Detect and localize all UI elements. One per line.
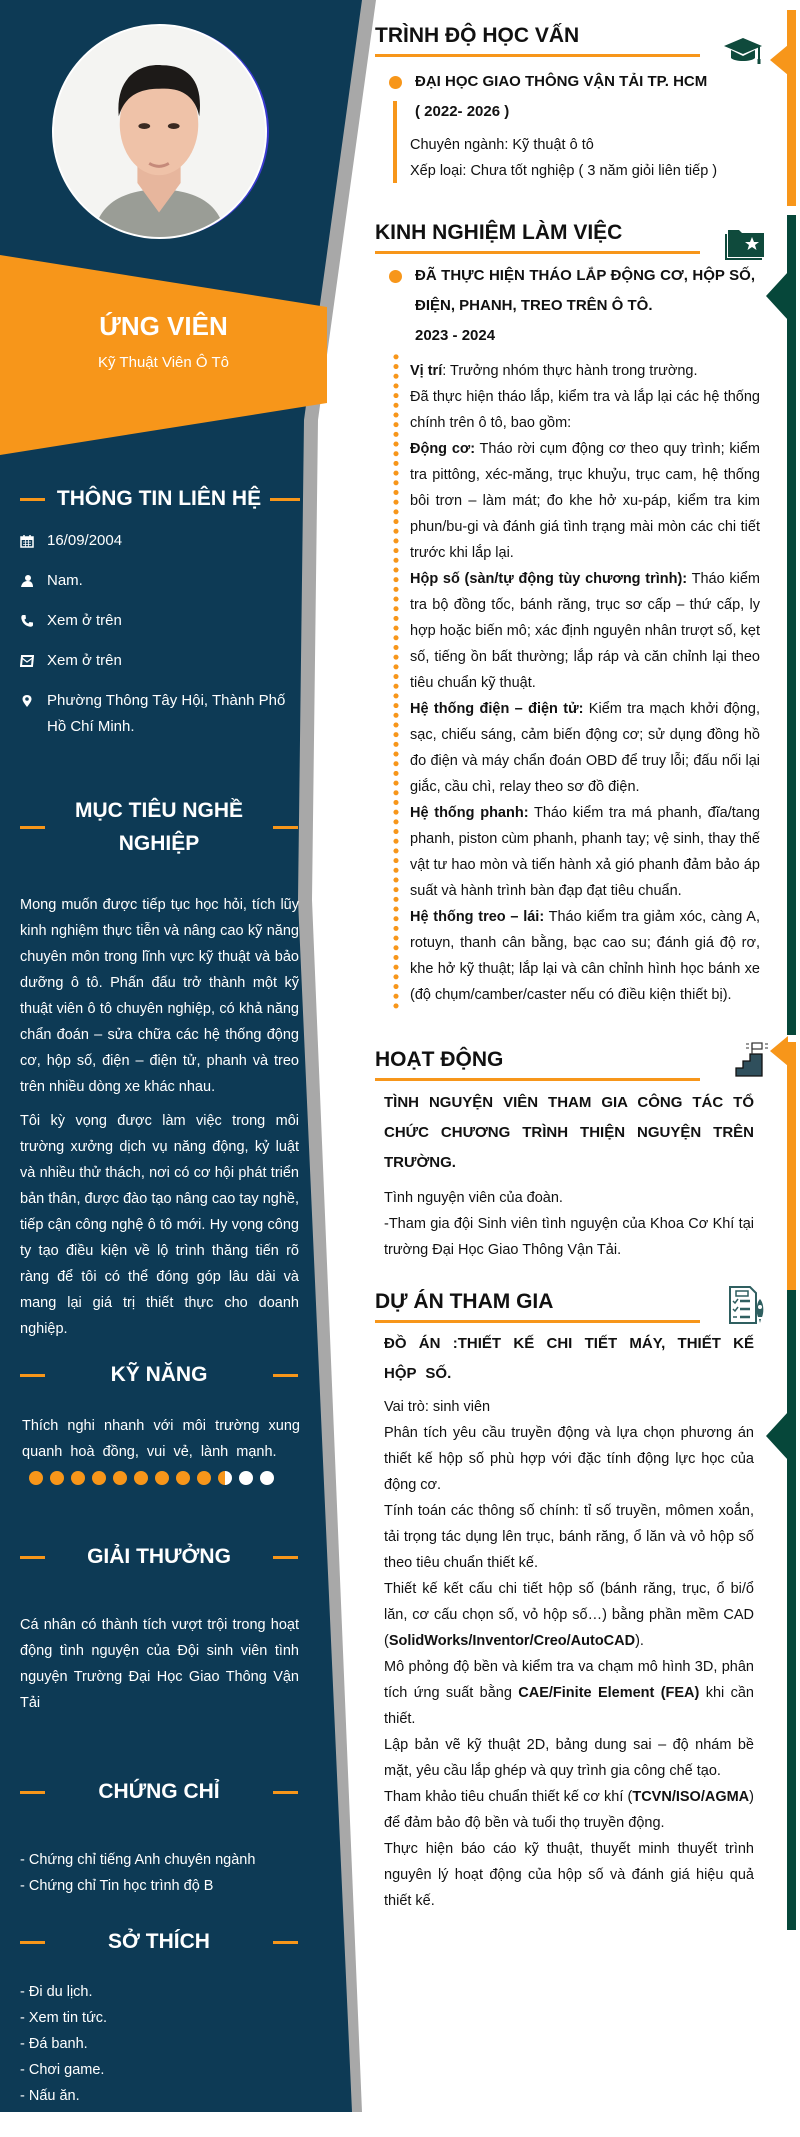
heading-dash bbox=[273, 1941, 298, 1944]
project-body: Vai trò: sinh viên Phân tích yêu cầu truyền động và lựa chọn phương án thiết kế hộp số phù hợp với đặc tính động lực học của động cơ. Tính toán các thông số chính: tỉ số truyền, mômen xoắn, tải trọng tác dụng lên trục, bánh răng, ổ lăn và vỏ hộp số theo tiêu chuẩn thiết kế. Thiết kế kết cấu chi tiết hộp số (bánh răng, trục, ổ bi/ổ lăn, cơ cấu chọn số, vỏ hộp số…) bằng phần mềm CAD (SolidWorks/Inventor/Creo/AutoCAD). Mô phỏng độ bền và kiểm tra va chạm mô hình 3D, phân tích ứng suất bằng CAE/Finite Element (FEA) khi cần thiết. Lập bản vẽ kỹ thuật 2D, bảng dung sai – độ nhám bề mặt, yêu cầu lắp ghép và quy trình gia công chế tạo. Tham khảo tiêu chuẩn thiết kế cơ khí (TCVN/ISO/AGMA) để đảm bảo độ bền và tuổi thọ truyền động. Thực hiện báo cáo kỹ thuật, thuyết minh thuyết trình nguyên lý hoạt động của hộp số và đánh giá hiệu quả thiết kế. bbox=[384, 1394, 754, 1914]
heading-dash bbox=[20, 1941, 45, 1944]
skills-heading bbox=[20, 1358, 298, 1391]
candidate-role: Kỹ Thuật Viên Ô Tô bbox=[98, 354, 229, 371]
awards-heading-text: GIẢI THƯỞNG bbox=[87, 1545, 231, 1568]
contact-gender: Nam. bbox=[20, 568, 300, 594]
rating-dot-filled bbox=[50, 1471, 64, 1485]
certificates-heading-text: CHỨNG CHỈ bbox=[98, 1780, 220, 1803]
position-label: Vị trí bbox=[410, 363, 443, 379]
stairs-flag-icon bbox=[728, 1040, 770, 1080]
skill-rating bbox=[29, 1471, 274, 1485]
skills-text: Thích nghi nhanh với môi trường xung quanh hoà đồng, vui vẻ, lành mạnh. bbox=[22, 1418, 300, 1460]
hobby-item: - Nấu ăn. bbox=[20, 2088, 80, 2104]
certificates-heading bbox=[20, 1775, 298, 1808]
rating-dot-filled bbox=[29, 1471, 43, 1485]
heading-dash bbox=[20, 1556, 45, 1559]
heading-dash bbox=[273, 1374, 298, 1377]
heading-dash bbox=[20, 826, 45, 829]
contact-list bbox=[20, 528, 300, 754]
experience-title: ĐÃ THỰC HIỆN THÁO LẮP ĐỘNG CƠ, HỘP SỐ, ĐIỆN, PHANH, TREO TRÊN Ô TÔ. bbox=[415, 267, 755, 314]
heading-dash bbox=[20, 498, 45, 501]
heading-dash bbox=[273, 1791, 298, 1794]
timeline-dotted-line bbox=[393, 352, 399, 1012]
contact-email: Xem ở trên bbox=[20, 648, 300, 674]
hobby-item: - Xem tin tức. bbox=[20, 2010, 108, 2026]
experience-body: Vị trí: Trưởng nhóm thực hành trong trường. Đã thực hiện tháo lắp, kiểm tra và lắp lại các hệ thống chính trên ô tô, bao gồm: Động cơ: Tháo rời cụm động cơ theo quy trình; kiểm tra pittông, xéc-măng, trục khuỷu, trục cam, hệ thống bôi trơn – làm mát; đo khe hở xu-páp, kiểm tra kim phun/bu-gi và đánh giá tình trạng mài mòn các chi tiết trước khi lắp lại. Hộp số (sàn/tự động tùy chương trình): Tháo kiểm tra bộ đồng tốc, bánh răng, trục sơ cấp – thứ cấp, ly hợp hoặc biến mô; xác định nguyên nhân trượt số, kẹt số, tiếng ồn bất thường; lắp ráp và căn chỉnh lại theo tiêu chuẩn kỹ thuật. Hệ thống điện – điện tử: Kiểm tra mạch khởi động, sạc, chiếu sáng, cảm biến động cơ; sử dụng đồng hồ đo điện và máy chẩn đoán OBD để truy lỗi; đấu nối lại giắc, cầu chì, relay theo sơ đồ điện. Hệ thống phanh: Tháo kiểm tra má phanh, đĩa/tang phanh, piston cùm phanh, phanh tay; vệ sinh, thay thế vật tư hao mòn và tiến hành xả gió phanh đảm bảo áp suất và hành trình bàn đạp đạt tiêu chuẩn. Hệ thống treo – lái: Tháo kiểm tra giảm xóc, càng A, rotuyn, thanh cân bằng, bạc cao su; đánh giá độ rơ, khe hở kỹ thuật; lắp lại và cân chỉnh hình học bánh xe (độ chụm/camber/caster nếu có điều kiện thiết bị). bbox=[410, 358, 760, 1008]
hobbies-heading-text: SỞ THÍCH bbox=[108, 1930, 210, 1953]
contact-address: Phường Thông Tây Hội, Thành Phố Hồ Chí Minh. bbox=[20, 688, 300, 740]
certificates-list bbox=[20, 1847, 300, 1899]
calendar-icon bbox=[20, 528, 47, 554]
education-rank: Xếp loại: Chưa tốt nghiệp ( 3 năm giỏi liên tiếp ) bbox=[410, 163, 718, 179]
rating-dot-filled bbox=[113, 1471, 127, 1485]
hobbies-heading bbox=[20, 1925, 298, 1958]
bullet-dot bbox=[389, 270, 402, 283]
rating-dot-filled bbox=[134, 1471, 148, 1485]
experience-detail: Hộp số (sàn/tự động tùy chương trình): Tháo kiểm tra bộ đồng tốc, bánh răng, trục sơ cấp – thứ cấp, ly hợp hoặc biến mô; xác định nguyên nhân trượt số, kẹt số, tiếng ồn bất thường; lắp ráp và căn chỉnh lại theo tiêu chuẩn kỹ thuật. bbox=[410, 571, 760, 691]
activities-heading: HOẠT ĐỘNG bbox=[375, 1048, 504, 1071]
heading-dash bbox=[273, 826, 298, 829]
contact-phone: Xem ở trên bbox=[20, 608, 300, 634]
hobby-item: - Chơi game. bbox=[20, 2062, 105, 2078]
location-pin-icon bbox=[20, 688, 47, 714]
experience-detail: Động cơ: Tháo rời cụm động cơ theo quy trình; kiểm tra pittông, xéc-măng, trục khuỷu, trục cam, hệ thống bôi trơn – làm mát; đo khe hở xu-páp, kiểm tra kim phun/bu-gi và đánh giá tình trạng mài mòn các chi tiết trước khi lắp lại. bbox=[410, 441, 760, 561]
phone-icon bbox=[20, 608, 47, 634]
avatar bbox=[52, 24, 267, 239]
experience-heading: KINH NGHIỆM LÀM VIỆC bbox=[375, 221, 623, 244]
section-bar-education bbox=[787, 10, 796, 206]
rating-dot-empty bbox=[239, 1471, 253, 1485]
heading-underline bbox=[375, 54, 700, 57]
folder-star-icon bbox=[725, 222, 767, 262]
checklist-rocket-icon bbox=[726, 1285, 768, 1325]
section-notch bbox=[766, 272, 788, 320]
objective-paragraph-1: Mong muốn được tiếp tục học hỏi, tích lũy kinh nghiệm thực tiễn và nâng cao kỹ năng chuyên môn trong lĩnh vực kỹ thuật và bảo dưỡng ô tô. Phấn đấu trở thành một kỹ thuật viên ô tô chuyên nghiệp, có khả năng chẩn đoán – sửa chữa các hệ thống động cơ, hộp số, điện – điện tử, phanh và treo trên nhiều dòng xe khác nhau. bbox=[20, 897, 299, 1095]
candidate-name: ỨNG VIÊN bbox=[99, 311, 228, 341]
contact-heading bbox=[20, 482, 298, 515]
education-period: ( 2022- 2026 ) bbox=[415, 103, 510, 120]
experience-detail: Hệ thống điện – điện tử: Kiểm tra mạch khởi động, sạc, chiếu sáng, cảm biến động cơ; sử dụng đồng hồ đo điện và máy chẩn đoán OBD để truy lỗi; đấu nối lại giắc, cầu chì, relay theo sơ đồ điện. bbox=[410, 701, 760, 795]
objective-paragraph-2: Tôi kỳ vọng được làm việc trong môi trường xưởng dịch vụ năng động, kỷ luật và nhiều thử thách, nơi có cơ hội phát triển bản thân, được đào tạo nâng cao tay nghề, tiếp cận công nghệ ô tô mới. Hy vọng công ty tạo điều kiện về lộ trình thăng tiến rõ ràng để tôi có thể đóng góp lâu dài và mang lại giá trị thiết thực cho doanh nghiệp. bbox=[20, 1113, 299, 1337]
education-heading: TRÌNH ĐỘ HỌC VẤN bbox=[375, 24, 580, 47]
rating-dot-empty bbox=[260, 1471, 274, 1485]
certificate-item: - Chứng chỉ tiếng Anh chuyên ngành bbox=[20, 1852, 256, 1868]
user-icon bbox=[20, 568, 47, 594]
heading-underline bbox=[375, 251, 700, 254]
rating-dot-half bbox=[218, 1471, 232, 1485]
candidate-photo-icon bbox=[54, 26, 265, 237]
experience-detail: Hệ thống phanh: Tháo kiểm tra má phanh, đĩa/tang phanh, piston cùm phanh, phanh tay; vệ sinh, thay thế vật tư hao mòn và tiến hành xả gió phanh đảm bảo áp suất và hành trình bàn đạp đạt tiêu chuẩn. bbox=[410, 805, 760, 899]
heading-dash bbox=[20, 1791, 45, 1794]
heading-dash bbox=[273, 1556, 298, 1559]
activity-title: TÌNH NGUYỆN VIÊN THAM GIA CÔNG TÁC TỔ CHỨC CHƯƠNG TRÌNH THIỆN NGUYỆN TRÊN TRƯỜNG. bbox=[384, 1094, 754, 1171]
rating-dot-filled bbox=[176, 1471, 190, 1485]
heading-dash bbox=[270, 498, 300, 501]
contact-heading-text: THÔNG TIN LIÊN HỆ bbox=[56, 487, 262, 510]
education-major: Chuyên ngành: Kỹ thuật ô tô bbox=[410, 137, 594, 153]
rating-dot-filled bbox=[197, 1471, 211, 1485]
contact-birthdate: 16/09/2004 bbox=[20, 528, 300, 554]
section-bar-activities bbox=[787, 1042, 796, 1290]
experience-detail: Hệ thống treo – lái: Tháo kiểm tra giảm xóc, càng A, rotuyn, thanh cân bằng, bạc cao su; đánh giá độ rơ, khe hở kỹ thuật; lắp lại và cân chỉnh hình học bánh xe (độ chụm/camber/caster nếu có điều kiện thiết bị). bbox=[410, 909, 760, 1003]
rating-dot-filled bbox=[92, 1471, 106, 1485]
heading-dash bbox=[20, 1374, 45, 1377]
certificate-item: - Chứng chỉ Tin học trình độ B bbox=[20, 1878, 214, 1894]
objective-heading bbox=[20, 794, 298, 860]
heading-underline bbox=[375, 1320, 700, 1323]
timeline-line bbox=[393, 101, 397, 183]
rating-dot-filled bbox=[155, 1471, 169, 1485]
education-school: ĐẠI HỌC GIAO THÔNG VẬN TẢI TP. HCM bbox=[415, 73, 708, 90]
projects-heading: DỰ ÁN THAM GIA bbox=[375, 1290, 554, 1313]
email-icon bbox=[20, 648, 47, 674]
awards-text: Cá nhân có thành tích vượt trội trong hoạt động tình nguyện của Đội sinh viên tình nguyện Trường Đại Học Giao Thông Vận Tải bbox=[20, 1617, 299, 1711]
project-role: Vai trò: sinh viên bbox=[384, 1399, 491, 1415]
section-bar-projects bbox=[787, 1290, 796, 1930]
hobby-item: - Đi du lịch. bbox=[20, 1984, 93, 2000]
objective-heading-text: MỤC TIÊU NGHỀ NGHIỆP bbox=[75, 799, 243, 855]
awards-heading bbox=[20, 1540, 298, 1573]
skills-heading-text: KỸ NĂNG bbox=[110, 1363, 208, 1386]
bullet-dot bbox=[389, 76, 402, 89]
experience-period: 2023 - 2024 bbox=[415, 327, 496, 344]
rating-dot-filled bbox=[71, 1471, 85, 1485]
section-bar-experience bbox=[787, 215, 796, 1035]
activity-body: Tình nguyện viên của đoàn. -Tham gia đội Sinh viên tình nguyện của Khoa Cơ Khí tại trường Đại Học Giao Thông Vận Tải. bbox=[384, 1190, 754, 1258]
section-notch bbox=[770, 45, 788, 75]
experience-intro: Đã thực hiện tháo lắp, kiểm tra và lắp lại các hệ thống chính trên ô tô, bao gồm: bbox=[410, 389, 760, 431]
heading-underline bbox=[375, 1078, 700, 1081]
project-title: ĐỒ ÁN :THIẾT KẾ CHI TIẾT MÁY, THIẾT KẾ HỘP SỐ. bbox=[384, 1335, 754, 1382]
hobby-item: - Đá banh. bbox=[20, 2036, 88, 2052]
hobbies-list bbox=[20, 1979, 300, 2109]
section-notch bbox=[766, 1412, 788, 1460]
section-notch bbox=[770, 1036, 788, 1066]
graduation-cap-icon bbox=[722, 30, 764, 70]
